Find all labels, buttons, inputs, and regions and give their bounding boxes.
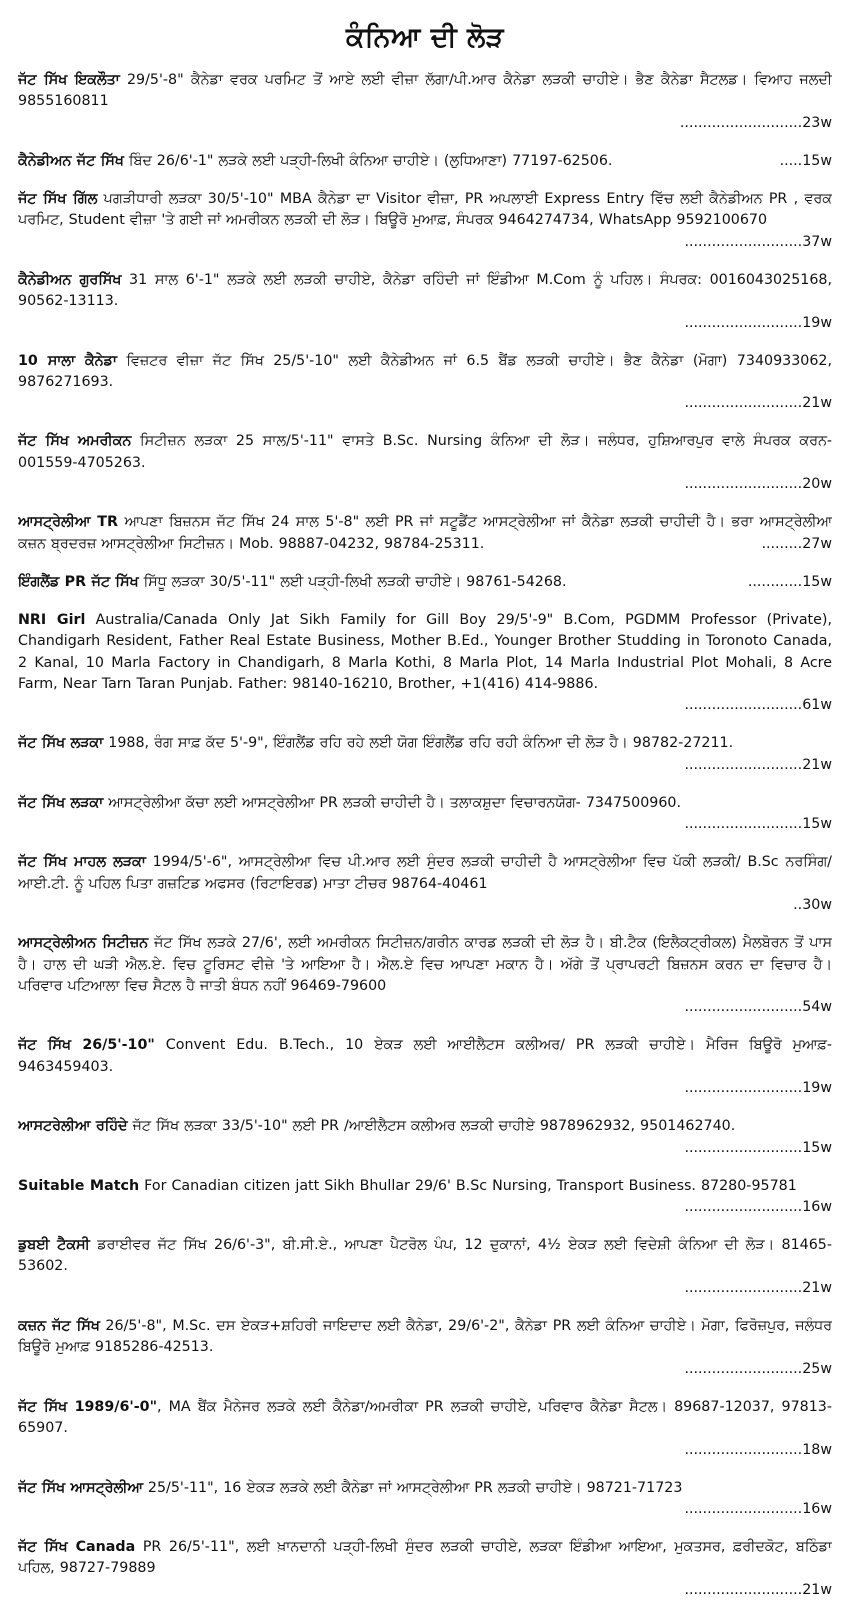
ad-body: 1988, ਰੰਗ ਸਾਫ਼ ਕੱਦ 5'-9", ਇੰਗਲੈਂਡ ਰਹਿ ਰਹੇ ਲਈ ਯੋਗ ਇੰਗਲੈਂਡ ਰਹਿ ਰਹੀ ਕੰਨਿਆ ਦੀ ਲੋੜ ਹੈ। 98782-27211. xyxy=(103,735,734,752)
ad-separator xyxy=(18,415,832,432)
ad-headline: ਡੁਬਈ ਟੈਕਸੀ xyxy=(18,1237,90,1254)
classified-ad xyxy=(18,1035,832,1099)
ad-word-count: ..........................19w xyxy=(684,1080,832,1097)
classified-ad xyxy=(18,1537,832,1601)
ad-headline: ਜੱਟ ਸਿੱਖ ਅਮਰੀਕਨ xyxy=(18,433,132,450)
ad-word-count: ...........................23w xyxy=(679,114,832,131)
ad-body: ਜੱਟ ਸਿੱਖ ਲੜਕਾ 33/5'-10" ਲਈ PR /ਆਈਲੈਟਸ ਕਲੀਅਰ ਲੜਕੀ ਚਾਹੀਏ 9878962932, 9501462740. xyxy=(127,1118,736,1135)
ad-word-count: ..........................19w xyxy=(684,314,832,331)
ad-separator xyxy=(18,836,832,853)
ad-body: 1994/5'-6", ਆਸਟ੍ਰੇਲੀਆ ਵਿਚ ਪੀ.ਆਰ ਲਈ ਸੁੰਦਰ ਲੜਕੀ ਚਾਹੀਦੀ ਹੈ ਆਸਟ੍ਰੇਲੀਆ ਵਿਚ ਪੱਕੀ ਲੜਕੀ/ B.Sc ਨਰਸਿੰਗ/ਆਈ.ਟੀ. ਨੂੰ ਪਹਿਲ ਪਿਤਾ ਗਜ਼ਟਿਡ ਅਫਸਰ (ਰਿਟਾਇਰਡ) ਮਾਤਾ ਟੀਚਰ 98764-40461 xyxy=(18,854,832,892)
ad-separator xyxy=(18,253,832,270)
ad-separator xyxy=(18,1521,832,1538)
classified-ad xyxy=(18,151,832,172)
ad-word-count: ..........................21w xyxy=(684,1581,832,1598)
ad-headline: ਜੱਟ ਸਿੱਖ ਲੜਕਾ xyxy=(18,794,104,811)
classified-ad xyxy=(18,933,832,1019)
ad-word-count: ..........................37w xyxy=(684,233,832,250)
ad-separator xyxy=(18,134,832,151)
classified-ad xyxy=(18,512,832,555)
ad-headline: ਜੱਟ ਸਿੱਖ ਆਸਟ੍ਰੇਲੀਆ xyxy=(18,1479,143,1496)
page-title: ਕੰਨਿਆ ਦੀ ਲੋੜ xyxy=(345,22,505,53)
ad-headline: ਜੱਟ ਸਿੱਖ ਗਿੱਲ xyxy=(18,190,98,207)
ad-body: 25/5'-11", 16 ਏਕੜ ਲੜਕੇ ਲਈ ਕੈਨੇਡਾ ਜਾਂ ਆਸਟ੍ਰੇਲੀਆ PR ਲੜਕੀ ਚਾਹੀਏ। 98721-71723 xyxy=(142,1479,683,1496)
ad-word-count: ..........................18w xyxy=(684,1441,832,1458)
ad-word-count: ..........................16w xyxy=(684,1501,832,1518)
ad-word-count: ..........................25w xyxy=(684,1360,832,1377)
ad-separator xyxy=(18,1019,832,1036)
ad-headline: ਜੱਟ ਸਿੱਖ ਲੜਕਾ xyxy=(18,735,104,752)
ad-word-count: ..........................21w xyxy=(684,1279,832,1296)
classified-ad xyxy=(18,793,832,836)
classified-ad xyxy=(18,610,832,717)
classified-ad xyxy=(18,1235,832,1299)
classified-ad xyxy=(18,733,832,776)
classified-ad xyxy=(18,1397,832,1461)
ad-separator xyxy=(18,1219,832,1236)
ad-headline: Suitable Match xyxy=(18,1177,140,1194)
ad-headline: ਆਸਟ੍ਰੇਲੀਆ TR xyxy=(18,514,118,531)
ad-headline: ਕੈਨੇਡੀਅਨ ਜੱਟ ਸਿੱਖ xyxy=(18,152,124,169)
ad-word-count: .....15w xyxy=(779,152,832,169)
ad-headline: ਜੱਟ ਸਿੱਖ 1989/6'-0" xyxy=(18,1398,158,1415)
ad-body: ਪਗੜੀਧਾਰੀ ਲੜਕਾ 30/5'-10" MBA ਕੈਨੇਡਾ ਦਾ Visitor ਵੀਜ਼ਾ, PR ਅਪਲਾਈ Express Entry ਵਿੱਚ ਲਈ ਕੈਨੇਡੀਅਨ PR , ਵਰਕ ਪਰਮਿਟ, Student ਵੀਜ਼ਾ 'ਤੇ ਗਈ ਜਾਂ ਅਮਰੀਕਨ ਲੜਕੀ ਦੀ ਲੋੜ। ਬਿਊਰੋ ਮੁਆਫ਼, ਸੰਪਰਕ 9464274734, WhatsApp 9592100670 xyxy=(18,190,832,229)
ad-separator xyxy=(18,496,832,513)
ad-word-count: ............15w xyxy=(747,573,832,590)
ad-word-count: ..........................15w xyxy=(684,1139,832,1156)
ad-body: 31 ਸਾਲ 6'-1" ਲੜਕੇ ਲਈ ਲੜਕੀ ਚਾਹੀਏ, ਕੈਨੇਡਾ ਰਹਿੰਦੀ ਜਾਂ ਇੰਡੀਆ M.Com ਨੂੰ ਪਹਿਲ। ਸੰਪਰਕ: 0016043025168, 90562-13113. xyxy=(18,271,832,310)
ad-separator xyxy=(18,1100,832,1117)
classified-ad xyxy=(18,351,832,415)
classified-ad xyxy=(18,70,832,134)
ad-word-count: ..........................54w xyxy=(684,999,832,1016)
ad-word-count: ..........................16w xyxy=(684,1199,832,1216)
ad-body: 29/5'-8" ਕੈਨੇਡਾ ਵਰਕ ਪਰਮਿਟ ਤੋਂ ਆਏ ਲਈ ਵੀਜ਼ਾ ਲੱਗਾ/ਪੀ.ਆਰ ਕੈਨੇਡਾ ਲੜਕੀ ਚਾਹੀਏ। ਭੈਣ ਕੈਨੇਡਾ ਸੈਟਲਡ। ਵਿਆਹ ਜਲਦੀ 9855160811 xyxy=(18,72,832,110)
ad-headline: NRI Girl xyxy=(18,611,86,628)
ad-headline: 10 ਸਾਲਾ ਕੈਨੇਡਾ xyxy=(18,352,117,369)
ad-word-count: ..30w xyxy=(793,897,832,914)
ad-separator xyxy=(18,1380,832,1397)
ad-body: ਆਸਟ੍ਰੇਲੀਆ ਕੱਚਾ ਲਈ ਆਸਟ੍ਰੇਲੀਆ PR ਲੜਕੀ ਚਾਹੀਦੀ ਹੈ। ਤਲਾਕਸ਼ੁਦਾ ਵਿਚਾਰਨਯੋਗ- 7347500960. xyxy=(103,794,682,811)
ad-body: ਆਪਣਾ ਬਿਜ਼ਨਸ ਜੱਟ ਸਿੱਖ 24 ਸਾਲ 5'-8" ਲਈ PR ਜਾਂ ਸਟੂਡੈਂਟ ਆਸਟ੍ਰੇਲੀਆ ਜਾਂ ਕੈਨੇਡਾ ਲੜਕੀ ਚਾਹੀਦੀ ਹੈ। ਭਰਾ ਆਸਟ੍ਰੇਲੀਆ ਕਜ਼ਨ ਬ੍ਰਦਰਜ਼ ਆਸਟ੍ਰੇਲੀਆ ਸਿਟੀਜ਼ਨ। Mob. 98887-04232, 98784-25311. xyxy=(18,514,832,552)
ad-separator xyxy=(18,555,832,572)
ad-body: ਸਿਟੀਜ਼ਨ ਲੜਕਾ 25 ਸਾਲ/5'-11" ਵਾਸਤੇ B.Sc. Nursing ਕੰਨਿਆ ਦੀ ਲੋੜ। ਜਲੰਧਰ, ਹੁਸ਼ਿਆਰਪੁਰ ਵਾਲੇ ਸੰਪਰਕ ਕਰਨ- 001559-4705263. xyxy=(18,433,832,471)
ad-separator xyxy=(18,172,832,189)
ad-body: ਡਰਾਈਵਰ ਜੱਟ ਸਿੱਖ 26/6'-3", ਬੀ.ਸੀ.ਏ., ਆਪਣਾ ਪੈਟਰੋਲ ਪੰਪ, 12 ਦੁਕਾਨਾਂ, 4½ ਏਕੜ ਲਈ ਵਿਦੇਸ਼ੀ ਕੰਨਿਆ ਦੀ ਲੋੜ। 81465-53602. xyxy=(18,1237,832,1275)
classified-ad xyxy=(18,1316,832,1380)
classified-ad xyxy=(18,1116,832,1159)
ad-separator xyxy=(18,593,832,610)
ad-word-count: ..........................15w xyxy=(684,816,832,833)
ad-headline: ਆਸਟਰੇਲੀਆ ਰਹਿੰਦੇ xyxy=(18,1118,128,1135)
ad-separator xyxy=(18,776,832,793)
ad-word-count: ..........................21w xyxy=(684,395,832,412)
ads-list xyxy=(18,70,832,1601)
ad-body: For Canadian citizen jatt Sikh Bhullar 29/6' B.Sc Nursing, Transport Business. 87280-95781 xyxy=(139,1177,797,1194)
ad-body: ਵਿਜ਼ਟਰ ਵੀਜ਼ਾ ਜੱਟ ਸਿੱਖ 25/5'-10" ਲਈ ਕੈਨੇਡੀਅਨ ਜਾਂ 6.5 ਬੈਂਡ ਲੜਕੀ ਚਾਹੀਏ। ਭੈਣ ਕੈਨੇਡਾ (ਮੋਗਾ) 7340933062, 9876271693. xyxy=(18,352,832,390)
ad-headline: ਇੰਗਲੈਂਡ PR ਜੱਟ ਸਿੱਖ xyxy=(18,573,139,590)
classified-ad xyxy=(18,189,832,253)
ad-separator xyxy=(18,334,832,351)
ad-body: PR 26/5'-11", ਲਈ ਖ਼ਾਨਦਾਨੀ ਪੜ੍ਹੀ-ਲਿਖੀ ਸੁੰਦਰ ਲੜਕੀ ਚਾਹੀਏ, ਲੜਕਾ ਇੰਡੀਆ ਆਇਆ, ਮੁਕਤਸਰ, ਫ਼ਰੀਦਕੋਟ, ਬਠਿੰਡਾ ਪਹਿਲ, 98727-79889 xyxy=(18,1539,832,1577)
ad-word-count: .........27w xyxy=(761,535,832,552)
ad-headline: ਜੱਟ ਸਿੱਖ 26/5'-10" xyxy=(18,1037,155,1054)
classified-ad xyxy=(18,431,832,495)
ad-separator xyxy=(18,717,832,734)
classified-ad xyxy=(18,852,832,916)
ad-body: ਬਿੰਦ 26/6'-1" ਲੜਕੇ ਲਈ ਪੜ੍ਹੀ-ਲਿਖੀ ਕੰਨਿਆ ਚਾਹੀਏ। (ਲੁਧਿਆਣਾ) 77197-62506. xyxy=(123,152,613,169)
ad-body: 26/5'-8", M.Sc. ਦਸ ਏਕੜ+ਸ਼ਹਿਰੀ ਜਾਇਦਾਦ ਲਈ ਕੈਨੇਡਾ, 29/6'-2", ਕੈਨੇਡਾ PR ਲਈ ਕੰਨਿਆ ਚਾਹੀਏ। ਮੋਗਾ, ਫਿਰੋਜ਼ਪੁਰ, ਜਲੰਧਰ ਬਿਊਰੋ ਮੁਆਫ਼ 9185286-42513. xyxy=(18,1317,832,1356)
classified-ad xyxy=(18,1478,832,1521)
ad-separator xyxy=(18,1461,832,1478)
classified-ad xyxy=(18,572,832,593)
ad-word-count: ..........................61w xyxy=(684,697,832,714)
ad-headline: ਜੱਟ ਸਿੱਖ Canada xyxy=(18,1539,136,1556)
ad-separator xyxy=(18,1159,832,1176)
ad-word-count: ..........................20w xyxy=(684,476,832,493)
classified-ad xyxy=(18,1176,832,1219)
ad-body: Australia/Canada Only Jat Sikh Family for Gill Boy 29/5'-9" B.Com, PGDMM Professor (Private), Chandigarh Resident, Father Real Estate Business, Mother B.Ed., Younger Brother Studding in Toronoto Canada, 2 Kanal, 10 Marla Factory in Chandigarh, 8 Marla Kothi, 8 Marla Plot, 14 Marla Industrial Plot Mohali, 8 Acre Farm, Near Tarn Taran Punjab. Father: 98140-16210, Brother, +1(416) 414-9886. xyxy=(18,611,832,692)
ad-headline: ਕੈਨੇਡੀਅਨ ਗੁਰਸਿੱਖ xyxy=(18,271,122,288)
ad-body: Convent Edu. B.Tech., 10 ਏਕੜ ਲਈ ਆਈਲੈਟਸ ਕਲੀਅਰ/ PR ਲੜਕੀ ਚਾਹੀਏ। ਮੈਰਿਜ ਬਿਊਰੋ ਮੁਆਫ਼- 9463459403. xyxy=(18,1037,832,1075)
ad-body: , MA ਬੈਂਕ ਮੈਨੇਜਰ ਲੜਕੇ ਲਈ ਕੈਨੇਡਾ/ਅਮਰੀਕਾ PR ਲੜਕੀ ਚਾਹੀਏ, ਪਰਿਵਾਰ ਕੈਨੇਡਾ ਸੈਟਲ। 89687-12037, 97813-65907. xyxy=(18,1398,832,1437)
ad-word-count: ..........................21w xyxy=(684,756,832,773)
ad-body: ਜੱਟ ਸਿੱਖ ਲੜਕੇ 27/6', ਲਈ ਅਮਰੀਕਨ ਸਿਟੀਜ਼ਨ/ਗਰੀਨ ਕਾਰਡ ਲੜਕੀ ਦੀ ਲੋੜ ਹੈ। ਬੀ.ਟੈਕ (ਇਲੈਕਟ੍ਰੀਕਲ) ਮੈਲਬੋਰਨ ਤੋਂ ਪਾਸ ਹੈ। ਹਾਲ ਦੀ ਘੜੀ ਐਲ.ਏ. ਵਿਚ ਟੂਰਿਸਟ ਵੀਜ਼ੇ 'ਤੇ ਆਇਆ ਹੈ। ਐਲ.ਏ ਵਿਚ ਆਪਣਾ ਮਕਾਨ ਹੈ। ਅੱਗੇ ਤੋਂ ਪ੍ਰਾਪਰਟੀ ਬਿਜ਼ਨਸ ਕਰਨ ਦਾ ਵਿਚਾਰ ਹੈ। ਪਰਿਵਾਰ ਪਟਿਆਲਾ ਵਿਚ ਸੈਟਲ ਹੈ ਜਾਤੀ ਬੰਧਨ ਨਹੀਂ 96469-79600 xyxy=(18,935,832,994)
ad-separator xyxy=(18,1299,832,1316)
ad-body: ਸਿੱਧੂ ਲੜਕਾ 30/5'-11" ਲਈ ਪੜ੍ਹੀ-ਲਿਖੀ ਲੜਕੀ ਚਾਹੀਏ। 98761-54268. xyxy=(138,573,567,590)
ad-separator xyxy=(18,917,832,934)
ad-headline: ਆਸਟ੍ਰੇਲੀਅਨ ਸਿਟੀਜ਼ਨ xyxy=(18,935,149,952)
ad-headline: ਜੱਟ ਸਿੱਖ ਇਕਲੌਤਾ xyxy=(18,72,120,88)
classified-ad xyxy=(18,270,832,334)
ad-headline: ਜੱਟ ਸਿੱਖ ਮਾਹਲ ਲੜਕਾ xyxy=(18,854,146,871)
ad-headline: ਕਜ਼ਨ ਜੱਟ ਸਿੱਖ xyxy=(18,1317,100,1334)
